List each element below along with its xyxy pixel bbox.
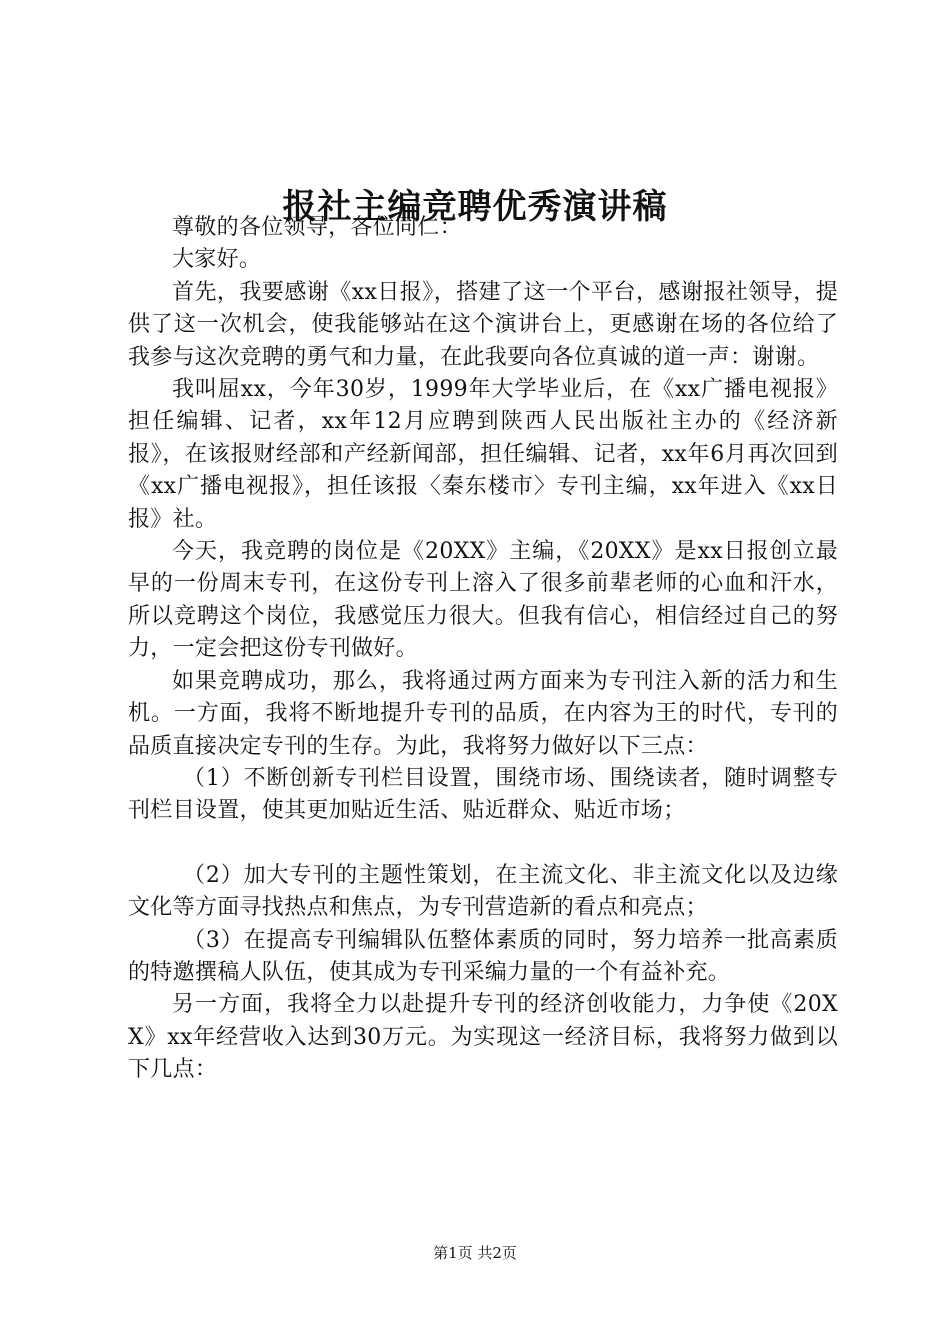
page-footer: 第1页 共2页: [433, 1244, 517, 1262]
plan-intro-paragraph: 如果竞聘成功，那么，我将通过两方面来为专刊注入新的活力和生机。一方面，我将不断地提升专刊的品质，在内容为王的时代，专刊的品质直接决定专刊的生存。为此，我将努力做好以下三点：: [128, 668, 838, 759]
plan-item-3-paragraph: （3）在提高专刊编辑队伍整体素质的同时，努力培养一批高素质的特邀撰稿人队伍，使其成为专刊采编力量的一个有益补充。: [128, 927, 838, 985]
plan-item-2-paragraph: （2）加大专刊的主题性策划，在主流文化、非主流文化以及边缘文化等方面寻找热点和焦点，为专刊营造新的看点和亮点；: [128, 862, 838, 921]
salutation-paragraph: 尊敬的各位领导，各位同仁：: [172, 215, 462, 240]
greeting-paragraph: 大家好。: [172, 247, 262, 273]
position-paragraph: 今天，我竞聘的岗位是《20XX》主编，《20XX》是xx日报创立最早的一份周末专刊，在这份专刊上溶入了很多前辈老师的心血和汗水，所以竞聘这个岗位，我感觉压力很大。但我有信心，相信经过自己的努力，一定会把这份专刊做好。: [128, 539, 838, 662]
self-introduction-paragraph: 我叫屈xx，今年30岁，1999年大学毕业后，在《xx广播电视报》担任编辑、记者，xx年12月应聘到陕西人民出版社主办的《经济新报》，在该报财经部和产经新闻部，担任编辑、记者，xx年6月再次回到《xx广播电视报》，担任该报〈秦东楼市〉专刊主编，xx年进入《xx日报》社。: [128, 377, 838, 532]
plan-item-1-paragraph: （1）不断创新专刊栏目设置，围绕市场、围绕读者，随时调整专刊栏目设置，使其更加贴近生活、贴近群众、贴近市场；: [128, 765, 838, 824]
revenue-paragraph: 另一方面，我将全力以赴提升专刊的经济创收能力，力争使《20XX》xx年经营收入达到30万元。为实现这一经济目标，我将努力做到以下几点：: [128, 992, 838, 1083]
thanks-paragraph: 首先，我要感谢《xx日报》，搭建了这一个平台，感谢报社领导，提供了这一次机会，使我能够站在这个演讲台上，更感谢在场的各位给了我参与这次竞聘的勇气和力量，在此我要向各位真诚的道一声：谢谢。: [128, 279, 838, 370]
document-title: 报社主编竞聘优秀演讲稿: [282, 187, 668, 227]
document-body: [128, 212, 838, 1087]
